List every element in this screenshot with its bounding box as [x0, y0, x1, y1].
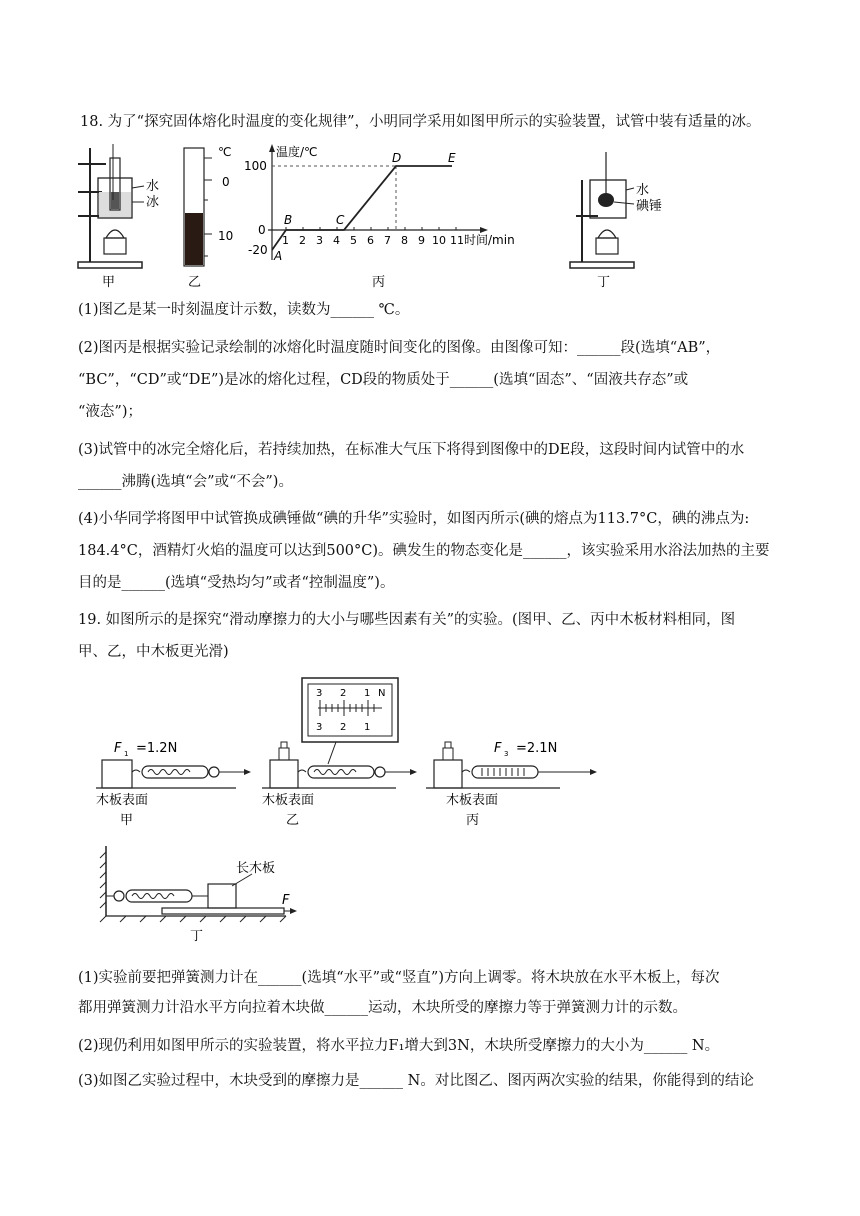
- graph-xtick: 7: [384, 234, 391, 247]
- label-water-jia: 水: [146, 179, 160, 194]
- q18-figure: [72, 140, 792, 290]
- q18-figure-svg: [72, 140, 792, 290]
- point-C: C: [336, 213, 345, 227]
- long-board-label: 长木板: [236, 861, 276, 876]
- f1-value: =1.2N: [136, 741, 178, 756]
- q19-part2: (2)现仍利用如图甲所示的实验装置，将水平拉力F₁增大到3N，木块所受摩擦力的大小为______ N。: [78, 1038, 720, 1054]
- thermometer-yi: [184, 148, 212, 266]
- q18-part4-line1: (4)小华同学将图甲中试管换成碘锤做“碘的升华”实验时，如图丙所示(碘的熔点为113.7°C，碘的沸点为:: [78, 511, 750, 527]
- graph-yneg20: -20: [248, 243, 268, 257]
- graph-y0: 0: [258, 223, 266, 237]
- q19-stem-line2: 甲、乙，中木板更光滑): [78, 644, 229, 660]
- graph-xtick: 3: [316, 234, 323, 247]
- q19-part1-line1: (1)实验前要把弹簧测力计在______(选填“水平”或“竖直”)方向上调零。将木块放在水平木板上，每次: [78, 970, 720, 986]
- q19-stem-line1: 19. 如图所示的是探究“滑动摩擦力的大小与哪些因素有关”的实验。(图甲、乙、丙中木板材料相同，图: [78, 612, 736, 628]
- q18-part4-line2: 184.4°C，酒精灯火焰的温度可以达到500°C)。碘发生的物态变化是______，该实验采用水浴法加热的主要: [78, 543, 770, 559]
- q19-part3: (3)如图乙实验过程中，木块受到的摩擦力是______ N。对比图乙、图丙两次实验的结果，你能得到的结论: [78, 1073, 754, 1089]
- setup-jia: [96, 760, 251, 788]
- caption-bing-19: 丙: [466, 813, 480, 828]
- scale-num-top: 2: [340, 688, 347, 699]
- q18-part4-line3: 目的是______(选填“受热均匀”或者“控制温度”)。: [78, 575, 395, 591]
- point-E: E: [448, 151, 456, 165]
- point-A: A: [274, 249, 283, 263]
- scale-unit: N: [378, 688, 386, 699]
- graph-xtick: 8: [401, 234, 408, 247]
- graph-xtick: 1: [282, 234, 289, 247]
- scale-num-bottom: 2: [340, 722, 347, 733]
- surface-yi: 木板表面: [262, 793, 315, 808]
- apparatus-ding: [570, 152, 634, 268]
- graph-xtick: 10: [432, 234, 446, 247]
- caption-yi-19: 乙: [286, 813, 300, 828]
- surface-jia: 木板表面: [96, 793, 149, 808]
- graph-xtick: 9: [418, 234, 425, 247]
- graph-y100: 100: [244, 159, 267, 173]
- q19-figure-svg: [96, 676, 616, 946]
- graph-xtick: 5: [350, 234, 357, 247]
- apparatus-jia: [78, 144, 144, 268]
- graph-xtick: 4: [333, 234, 340, 247]
- setup-bing: [426, 742, 597, 788]
- f3-value: =2.1N: [516, 741, 558, 756]
- caption-ding: 丁: [597, 275, 611, 290]
- scale-num-bottom: 3: [316, 722, 323, 733]
- f1-symbol: F: [114, 741, 122, 756]
- graph-xtick: 6: [367, 234, 374, 247]
- scale-num-top: 3: [316, 688, 323, 699]
- thermometer-unit: ℃: [218, 145, 232, 159]
- f1-sub: 1: [124, 750, 129, 758]
- setup-ding: [100, 846, 297, 922]
- label-ice-jia: 冰: [146, 195, 160, 210]
- caption-jia-19: 甲: [120, 813, 134, 828]
- q19-part1-line2: 都用弹簧测力计沿水平方向拉着木块做______运动，木块所受的摩擦力等于弹簧测力计的示数。: [78, 1000, 687, 1016]
- caption-ding-19: 丁: [190, 929, 204, 944]
- graph-xtick: 11: [450, 234, 464, 247]
- q18-part2-line2: “BC”，“CD”或“DE”)是冰的熔化过程，CD段的物质处于______(选填“固态”、“固液共存态”或: [78, 372, 689, 388]
- caption-yi: 乙: [188, 275, 202, 290]
- graph-ylabel: 温度/℃: [276, 145, 318, 159]
- point-B: B: [284, 213, 293, 227]
- q18-part1: (1)图乙是某一时刻温度计示数，读数为______ ℃。: [78, 302, 410, 318]
- f3-sub: 3: [504, 750, 509, 758]
- label-iodine-ding: 碘锤: [636, 199, 663, 214]
- surface-bing: 木板表面: [446, 793, 499, 808]
- force-F-label: F: [282, 893, 290, 908]
- thermometer-tick-0: 0: [222, 175, 230, 189]
- graph-xlabel: 时间/min: [464, 233, 515, 247]
- caption-jia: 甲: [102, 275, 116, 290]
- q18-part2-line3: “液态”)；: [78, 404, 142, 420]
- scale-num-top: 1: [364, 688, 371, 699]
- thermometer-tick-10: 10: [218, 229, 234, 243]
- label-water-ding: 水: [636, 183, 650, 198]
- point-D: D: [392, 151, 402, 165]
- q18-part3-line2: ______沸腾(选填“会”或“不会”)。: [78, 474, 293, 490]
- q18-part3-line1: (3)试管中的冰完全熔化后，若持续加热，在标准大气压下将得到图像中的DE段，这段时间内试管中的水: [78, 442, 745, 458]
- q19-figure: [96, 676, 616, 946]
- f3-symbol: F: [494, 741, 502, 756]
- scale-num-bottom: 1: [364, 722, 371, 733]
- caption-bing: 丙: [372, 275, 386, 290]
- q18-part2-line1: (2)图丙是根据实验记录绘制的冰熔化时温度随时间变化的图像。由图像可知：______段(选填“AB”，: [78, 340, 721, 356]
- graph-xtick: 2: [299, 234, 306, 247]
- q18-stem: 18. 为了“探究固体熔化时温度的变化规律”，小明同学采用如图甲所示的实验装置，试管中装有适量的冰。: [80, 114, 761, 130]
